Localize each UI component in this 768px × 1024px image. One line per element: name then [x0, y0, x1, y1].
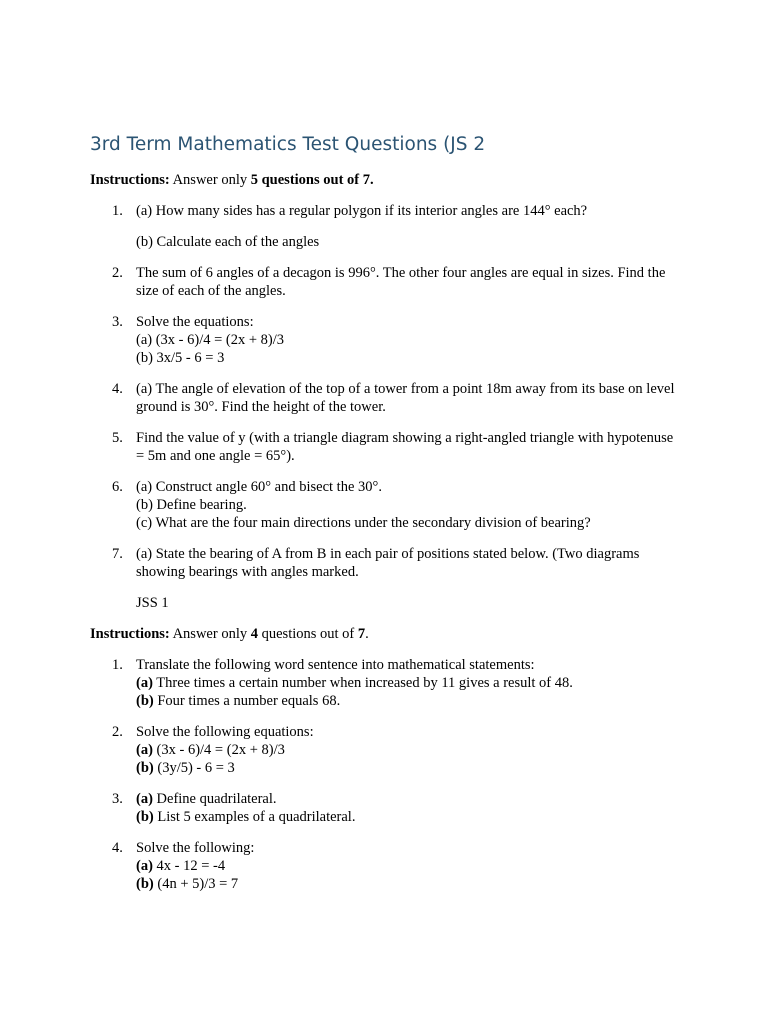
- part-label: (b): [136, 693, 154, 709]
- instructions-text: Answer only: [169, 172, 251, 188]
- question-line: (b) Define bearing.: [136, 497, 247, 513]
- question-line: (a) State the bearing of A from B in each pair of positions stated below. (Two diagrams showing bearings with angles marked.: [136, 546, 640, 580]
- question-line: Solve the following:: [136, 840, 255, 856]
- question-item: [90, 545, 680, 581]
- part-label: (a): [136, 858, 153, 874]
- part-text: (3y/5) - 6 = 3: [153, 760, 235, 776]
- part-text: Four times a number equals 68.: [153, 693, 341, 709]
- question-number: 4.: [112, 840, 123, 856]
- page-title: 3rd Term Mathematics Test Questions (JS 2: [90, 134, 486, 155]
- part-label: (a): [136, 675, 153, 691]
- instructions-text: questions out of: [257, 626, 358, 642]
- question-number: 6.: [112, 479, 123, 495]
- part-label: (a): [136, 742, 153, 758]
- question-part: [136, 790, 680, 808]
- part-text: List 5 examples of a quadrilateral.: [153, 809, 356, 825]
- instructions-count: 4: [250, 626, 258, 642]
- question-part: [136, 692, 680, 710]
- question-item: [90, 202, 680, 251]
- question-part: [136, 741, 680, 759]
- question-part: [136, 759, 680, 777]
- question-line: (c) What are the four main directions under the secondary division of bearing?: [136, 515, 591, 531]
- instructions-label: Instructions:: [90, 172, 170, 188]
- js2-question-list: [90, 202, 680, 581]
- question-item: [90, 839, 680, 893]
- jss1-instructions: [90, 625, 680, 643]
- instructions-count: 5 questions out of 7.: [250, 172, 374, 188]
- question-number: 3.: [112, 314, 123, 330]
- question-line: (a) Construct angle 60° and bisect the 30°.: [136, 479, 382, 495]
- section-label: JSS 1: [136, 595, 169, 611]
- part-label: (a): [136, 791, 153, 807]
- question-line: (a) How many sides has a regular polygon if its interior angles are 144° each?: [136, 203, 588, 219]
- question-number: 3.: [112, 791, 123, 807]
- question-number: 5.: [112, 430, 123, 446]
- question-number: 2.: [112, 724, 123, 740]
- question-line: (a) (3x - 6)/4 = (2x + 8)/3: [136, 332, 285, 348]
- question-line: Solve the following equations:: [136, 724, 314, 740]
- part-label: (b): [136, 876, 154, 892]
- question-number: 2.: [112, 265, 123, 281]
- question-line: The sum of 6 angles of a decagon is 996°. The other four angles are equal in sizes. Find the size of each of the angles.: [136, 265, 666, 299]
- instructions-label: Instructions:: [90, 626, 170, 642]
- question-item: [90, 380, 680, 416]
- question-item: [90, 313, 680, 367]
- question-item: [90, 723, 680, 777]
- part-text: (4n + 5)/3 = 7: [153, 876, 239, 892]
- question-line: Translate the following word sentence into mathematical statements:: [136, 657, 535, 673]
- question-part: [136, 875, 680, 893]
- jss1-question-list: [90, 656, 680, 893]
- question-item: [90, 429, 680, 465]
- question-line: Find the value of y (with a triangle diagram showing a right-angled triangle with hypotenuse = 5m and one angle = 65°).: [136, 430, 674, 464]
- question-line: (b) 3x/5 - 6 = 3: [136, 350, 225, 366]
- question-number: 1.: [112, 657, 123, 673]
- question-item: [90, 478, 680, 532]
- instructions-end: .: [365, 626, 369, 642]
- part-text: 4x - 12 = -4: [152, 858, 226, 874]
- part-text: (3x - 6)/4 = (2x + 8)/3: [152, 742, 285, 758]
- question-item: [90, 264, 680, 300]
- question-number: 1.: [112, 203, 123, 219]
- question-part: [136, 857, 680, 875]
- js2-instructions: [90, 171, 680, 189]
- question-line: (a) The angle of elevation of the top of a tower from a point 18m away from its base on level ground is 30°. Find the height of the tower.: [136, 381, 675, 415]
- question-line: Solve the equations:: [136, 314, 254, 330]
- part-text: Define quadrilateral.: [152, 791, 277, 807]
- question-line: (b) Calculate each of the angles: [136, 234, 320, 250]
- part-text: Three times a certain number when increased by 11 gives a result of 48.: [152, 675, 573, 691]
- question-item: [90, 790, 680, 826]
- instructions-text: Answer only: [169, 626, 251, 642]
- question-part: [136, 674, 680, 692]
- part-label: (b): [136, 760, 154, 776]
- question-number: 7.: [112, 546, 123, 562]
- question-number: 4.: [112, 381, 123, 397]
- part-label: (b): [136, 809, 154, 825]
- document-page: [90, 133, 680, 906]
- question-part: [136, 808, 680, 826]
- question-item: [90, 656, 680, 710]
- instructions-total: 7: [357, 626, 366, 642]
